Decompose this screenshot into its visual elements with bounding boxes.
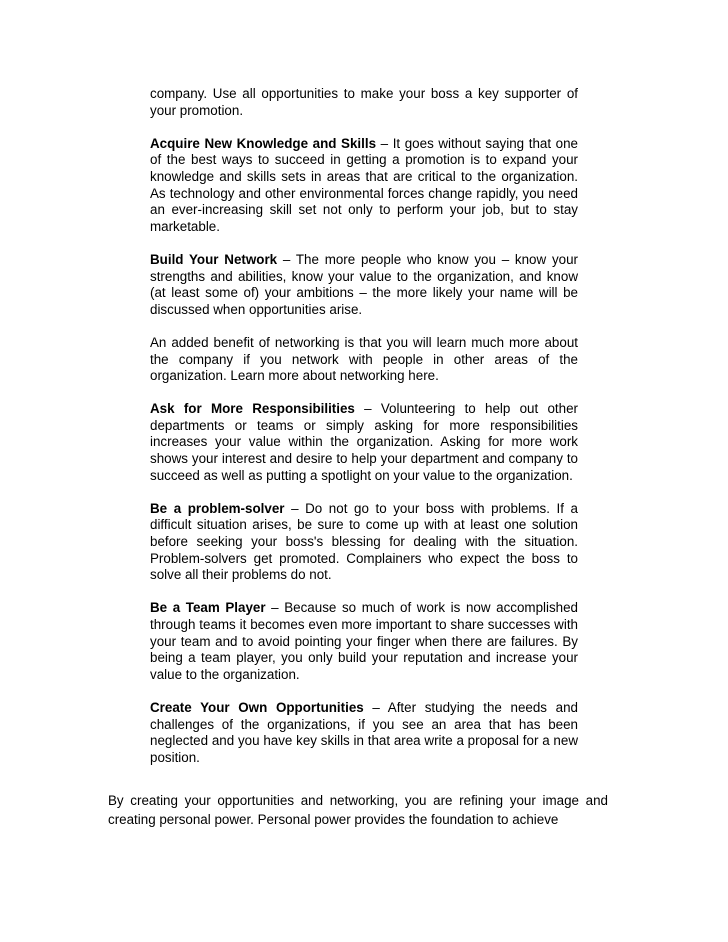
closing-paragraph — [108, 791, 608, 829]
intro-paragraph — [150, 86, 578, 119]
tip-text: – Because so much of work is now accomplished through teams it becomes even more important to share successes with your team and to avoid pointing your finger when there are failures. By being a team player, you only build your reputation and increase your value to the organization. — [150, 600, 579, 682]
tip-heading: Be a problem-solver — [150, 500, 285, 516]
tip-heading: Create Your Own Opportunities — [150, 699, 364, 715]
tip-paragraph-opportunities — [150, 700, 578, 766]
tip-heading: Ask for More Responsibilities — [150, 401, 355, 417]
closing-text: By creating your opportunities and networking, you are refining your image and creating personal power. Personal power provides the foundation to achieve — [108, 793, 608, 827]
tip-heading: Be a Team Player — [150, 600, 266, 616]
tip-paragraph-knowledge — [150, 136, 578, 236]
tip-paragraph-network — [150, 252, 578, 318]
tip-text: – Do not go to your boss with problems. If a difficult situation arises, be sure to come up with at least one solution before seeking your boss's blessing for dealing with the situation. Problem-solvers get promoted. Complainers who expect the boss to solve all their problems do not. — [150, 500, 578, 583]
tip-heading: Build Your Network — [150, 251, 278, 267]
tip-paragraph-team-player — [150, 600, 578, 683]
tip-text: – Volunteering to help out other departments or teams or simply asking for more responsibilities increases your value within the organization. Asking for more work shows your interest and desire to help your department and company to succeed as well as putting a spotlight on your value to the organization. — [150, 401, 578, 483]
tip-text: – It goes without saying that one of the best ways to succeed in getting a promotion is to expand your knowledge and skills sets in areas that are critical to the organization. As technology and other environmental forces change rapidly, you need an ever-increasing skill set not only to perform your job, but to stay marketable. — [150, 135, 579, 234]
intro-text: company. Use all opportunities to make your boss a key supporter of your promotion. — [150, 86, 578, 118]
tip-text: – After studying the needs and challenges of the organizations, if you see an area that has been neglected and you have key skills in that area write a proposal for a new position. — [150, 699, 579, 765]
tip-paragraph-problem-solver — [150, 501, 578, 584]
tip-text: – The more people who know you – know your strengths and abilities, know your value to the organization, and know (at least some of) your ambitions – the more likely your name will be discussed when opportunities arise. — [150, 251, 578, 317]
tip-paragraph-responsibilities — [150, 401, 578, 484]
tip-paragraph-networking-benefit — [150, 335, 578, 385]
tip-heading: Acquire New Knowledge and Skills — [150, 135, 377, 151]
indented-section — [150, 86, 578, 783]
tip-text: An added benefit of networking is that you will learn much more about the company if you network with people in other areas of the organization. Learn more about networking here. — [150, 334, 578, 384]
